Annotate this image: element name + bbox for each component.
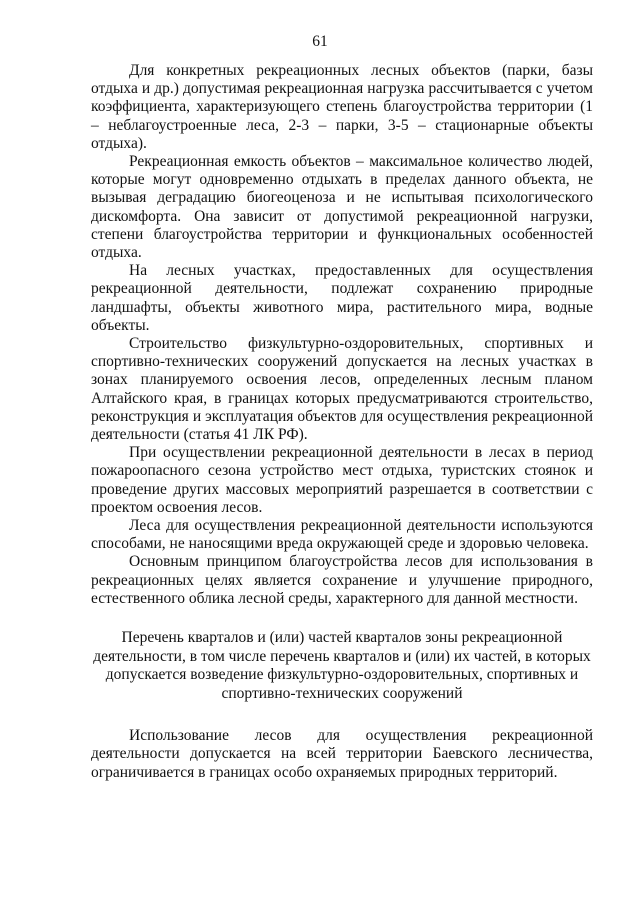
paragraph-fire-season: При осуществлении рекреационной деятельности в лесах в период пожароопасного сезона устройство мест отдыха, туристских стоянок и проведение других массовых мероприятий разрешается в соответствии с проектом освоения лесов. <box>91 444 593 516</box>
paragraph-usage-methods: Леса для осуществления рекреационной деятельности используются способами, не наносящими вреда окружающей среде и здоровью человека. <box>91 517 593 553</box>
section-heading: Перечень кварталов и (или) частей кварталов зоны рекреационной деятельности, в том числе перечень кварталов и (или) их частей, в которых допускается возведение физкультурно-оздоровительных, спортивных и спортивно-технических сооружений <box>93 629 591 702</box>
paragraph-improvement-principle: Основным принципом благоустройства лесов для использования в рекреационных целях является сохранение и улучшение природного, естественного облика лесной среды, характерного для данной местности. <box>91 553 593 607</box>
paragraph-landscape-preservation: На лесных участках, предоставленных для осуществления рекреационной деятельности, подлежат сохранению природные ландшафты, объекты животного мира, растительного мира, водные объекты. <box>91 262 593 334</box>
document-body <box>91 62 593 782</box>
paragraph-construction: Строительство физкультурно-оздоровительных, спортивных и спортивно-технических сооружений допускается на лесных участках в зонах планируемого освоения лесов, определенных лесным планом Алтайского края, в границах которых предусматриваются строительство, реконструкция и эксплуатация объектов для осуществления рекреационной деятельности (статья 41 ЛК РФ). <box>91 335 593 444</box>
paragraph-forest-use-territory: Использование лесов для осуществления рекреационной деятельности допускается на всей территории Баевского лесничества, ограничивается в границах особо охраняемых природных территорий. <box>91 727 593 781</box>
paragraph-recreational-capacity: Рекреационная емкость объектов – максимальное количество людей, которые могут одновременно отдыхать в пределах данного объекта, не вызывая деградацию биогеоценоза и не испытывая психологического дискомфорта. Она зависит от допустимой рекреационной нагрузки, степени благоустройства территории и функциональных особенностей отдыха. <box>91 153 593 262</box>
paragraph-recreational-load: Для конкретных рекреационных лесных объектов (парки, базы отдыха и др.) допустимая рекреационная нагрузка рассчитывается с учетом коэффициента, характеризующего степень благоустройства территории (1 – неблагоустроенные леса, 2-3 – парки, 3-5 – стационарные объекты отдыха). <box>91 62 593 152</box>
page-number: 61 <box>312 33 328 50</box>
